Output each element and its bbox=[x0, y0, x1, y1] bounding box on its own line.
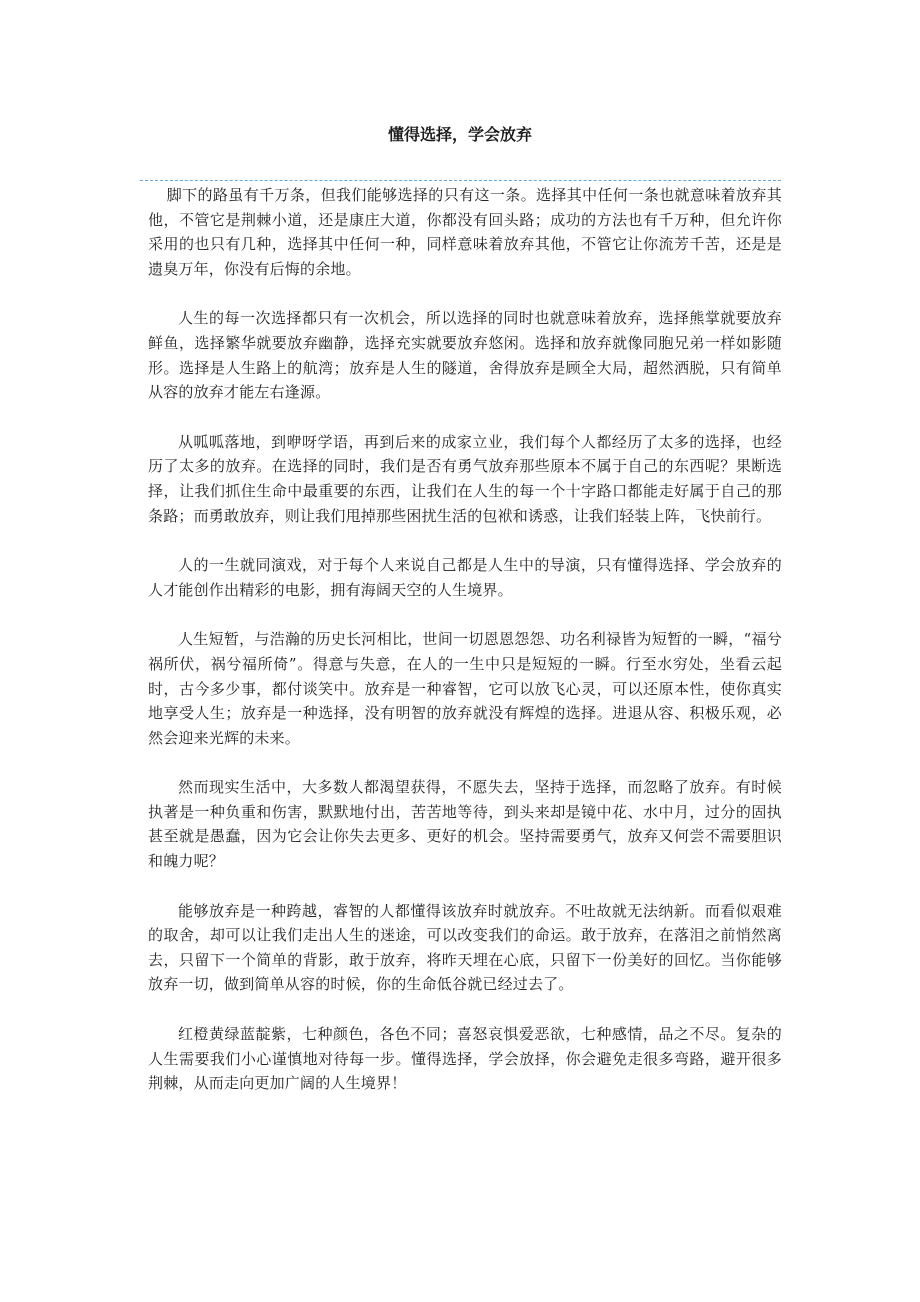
title-divider bbox=[140, 180, 781, 181]
paragraph-7: 能够放弃是一种跨越，睿智的人都懂得该放弃时就放弃。不吐故就无法纳新。而看似艰难的取舍，却可以让我们走出人生的迷途，可以改变我们的命运。敢于放弃，在落泪之前悄然离去，只留下一个简单的背影，敢于放弃，将昨天埋在心底，只留下一份美好的回忆。当你能够放弃一切，做到简单从容的时候，你的生命低谷就已经过去了。 bbox=[148, 901, 782, 994]
paragraph-6: 然而现实生活中，大多数人都渴望获得，不愿失去，坚持于选择，而忽略了放弃。有时候执著是一种负重和伤害，默默地付出，苦苦地等待，到头来却是镜中花、水中月，过分的固执甚至就是愚蠢，因为它会让你失去更多、更好的机会。坚持需要勇气，放弃又何尝不需要胆识和魄力呢？ bbox=[148, 778, 782, 871]
paragraph-3: 从呱呱落地，到咿呀学语，再到后来的成家立业，我们每个人都经历了太多的选择，也经历了太多的放弃。在选择的同时，我们是否有勇气放弃那些原本不属于自己的东西呢？果断选择，让我们抓住生命中最重要的东西，让我们在人生的每一个十字路口都能走好属于自己的那条路；而勇敢放弃，则让我们甩掉那些困扰生活的包袱和诱惑，让我们轻装上阵，飞快前行。 bbox=[148, 432, 782, 525]
document-title: 懂得选择，学会放弃 bbox=[387, 125, 532, 144]
paragraph-1: 脚下的路虽有千万条，但我们能够选择的只有这一条。选择其中任何一条也就意味着放弃其他，不管它是荆棘小道，还是康庄大道，你都没有回头路；成功的方法也有千万种，但允许你采用的也只有几种，选择其中任何一种，同样意味着放弃其他，不管它让你流芳千苦，还是是遗臭万年，你没有后悔的余地。 bbox=[148, 186, 782, 278]
paragraph-5: 人生短暂，与浩瀚的历史长河相比，世间一切恩恩怨怨、功名利禄皆为短暂的一瞬，“福兮祸所伏，祸兮福所倚”。得意与失意，在人的一生中只是短短的一瞬。行至水穷处，坐看云起时，古今多少事，都付谈笑中。放弃是一种睿智，它可以放飞心灵，可以还原本性，使你真实地享受人生；放弃是一种选择，没有明智的放弃就没有辉煌的选择。进退从容、积极乐观，必然会迎来光辉的未来。 bbox=[148, 630, 782, 747]
document-body bbox=[148, 183, 782, 1121]
paragraph-4: 人的一生就同演戏，对于每个人来说自己都是人生中的导演，只有懂得选择、学会放弃的人才能创作出精彩的电影，拥有海阔天空的人生境界。 bbox=[148, 556, 782, 599]
paragraph-8: 红橙黄绿蓝靛紫，七种颜色，各色不同；喜怒哀惧爱恶欲，七种感情，品之不尽。复杂的人生需要我们小心谨慎地对待每一步。懂得选择，学会放择，你会避免走很多弯路，避开很多荆棘，从而走向更加广阔的人生境界！ bbox=[148, 1025, 782, 1093]
paragraph-2: 人生的每一次选择都只有一次机会，所以选择的同时也就意味着放弃，选择熊掌就要放弃鲜鱼，选择繁华就要放弃幽静，选择充实就要放弃悠闲。选择和放弃就像同胞兄弟一样如影随形。选择是人生路上的航湾；放弃是人生的隧道，舍得放弃是顾全大局，超然洒脱，只有简单从容的放弃才能左右逢源。 bbox=[148, 309, 782, 402]
